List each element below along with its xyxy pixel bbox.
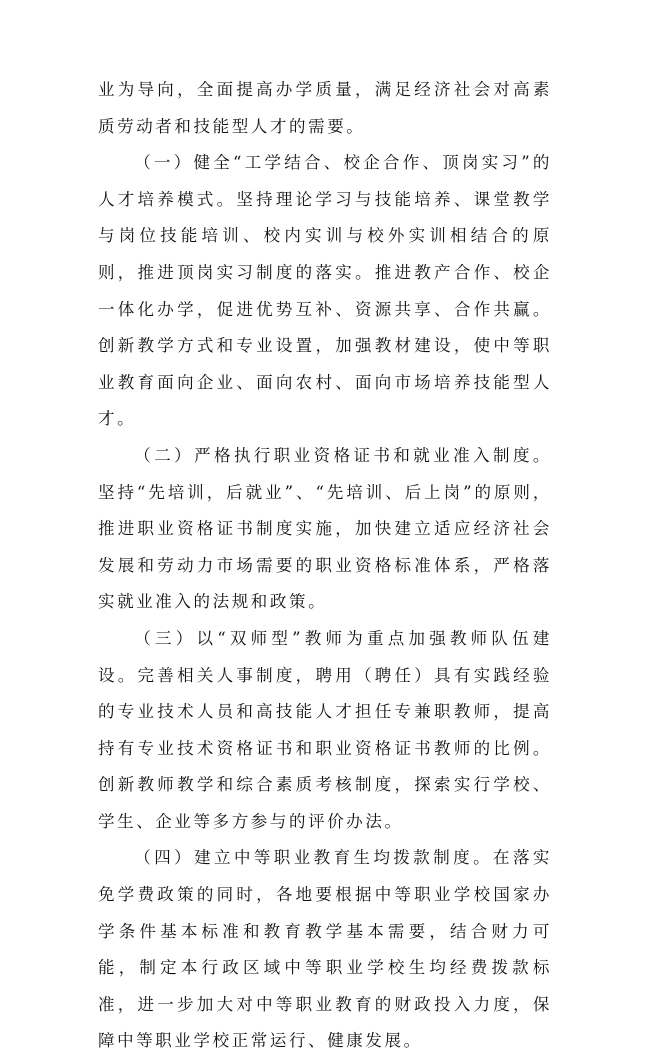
paragraph-section-4: （四）建立中等职业教育生均拨款制度。在落实免学费政策的同时，各地要根据中等职业学校国家办学条件基本标准和教育教学基本需要，结合财力可能，制定本行政区域中等职业学校生均经费拨款标准，进一步加大对中等职业教育的财政投入力度，保障中等职业学校正常运行、健康发展。 xyxy=(98,848,552,1051)
document-body xyxy=(98,72,552,1060)
paragraph-section-1: （一）健全“工学结合、校企合作、顶岗实习”的人才培养模式。坚持理论学习与技能培养、课堂教学与岗位技能培训、校内实训与校外实训相结合的原则，推进顶岗实习制度的落实。推进教产合作、校企一体化办学，促进优势互补、资源共享、合作共赢。创新教学方式和专业设置，加强教材建设，使中等职业教育面向企业、面向农村、面向市场培养技能型人才。 xyxy=(98,153,552,429)
paragraph-intro-continuation: 业为导向，全面提高办学质量，满足经济社会对高素质劳动者和技能型人才的需要。 xyxy=(98,80,552,136)
paragraph-section-2: （二）严格执行职业资格证书和就业准入制度。坚持“先培训，后就业”、“先培训、后上岗”的原则，推进职业资格证书制度实施，加快建立适应经济社会发展和劳动力市场需要的职业资格标准体系，严格落实就业准入的法规和政策。 xyxy=(98,445,552,612)
paragraph-section-3: （三）以“双师型”教师为重点加强教师队伍建设。完善相关人事制度，聘用（聘任）具有实践经验的专业技术人员和高技能人才担任专兼职教师，提高持有专业技术资格证书和职业资格证书教师的比例。创新教师教学和综合素质考核制度，探索实行学校、学生、企业等多方参与的评价办法。 xyxy=(98,628,552,831)
